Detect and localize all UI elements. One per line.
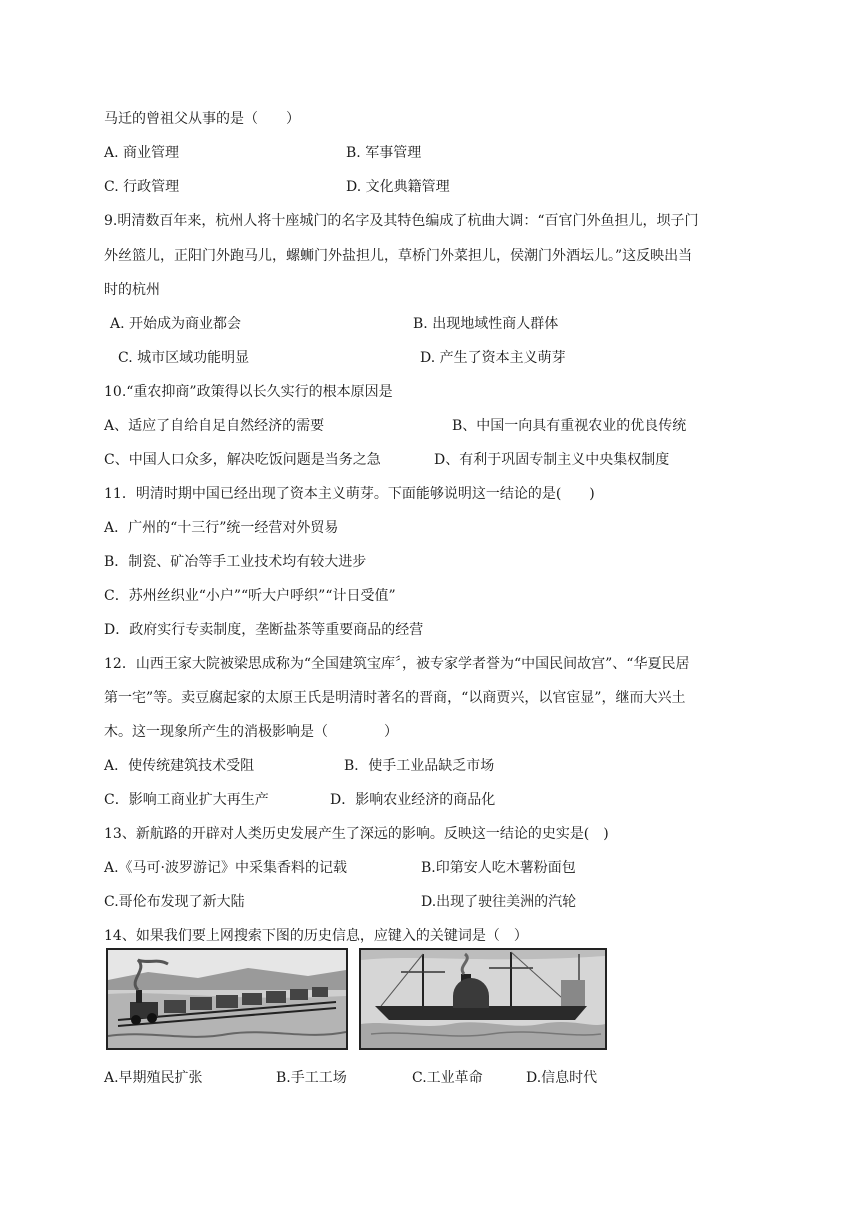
q14-option-b: B.手工工场 bbox=[276, 1070, 347, 1086]
train-engraving-image bbox=[106, 948, 348, 1050]
q10-option-d: D、有利于巩固专制主义中央集权制度 bbox=[434, 452, 670, 468]
q11-option-a: A．广州的“十三行”统一经营对外贸易 bbox=[104, 520, 339, 536]
q14-option-d: D.信息时代 bbox=[526, 1070, 598, 1086]
q12-option-a: A．使传统建筑技术受阻 bbox=[104, 758, 255, 774]
q10-option-b: B、中国一向具有重视农业的优良传统 bbox=[452, 418, 687, 434]
q9-stem-line1: 9.明清数百年来，杭州人将十座城门的名字及其特色编成了杭曲大调：“百官门外鱼担儿，坝子门 bbox=[104, 213, 699, 229]
steamship-engraving-drawing bbox=[361, 950, 605, 1048]
q14-stem: 14、如果我们要上网搜索下图的历史信息，应键入的关键词是（ ） bbox=[104, 928, 528, 944]
q11-option-b: B．制瓷、矿冶等手工业技术均有较大进步 bbox=[104, 554, 367, 570]
q13-stem: 13、新航路的开辟对人类历史发展产生了深远的影响。反映这一结论的史实是( ) bbox=[104, 826, 609, 842]
q13-option-b: B.印第安人吃木薯粉面包 bbox=[421, 860, 576, 876]
q8-option-c: C. 行政管理 bbox=[104, 179, 180, 195]
q9-stem-line2: 外丝篮儿，正阳门外跑马儿，螺蛳门外盐担儿，草桥门外菜担儿，侯潮门外酒坛儿。”这反映出当 bbox=[104, 248, 693, 264]
q10-option-a: A、适应了自给自足自然经济的需要 bbox=[104, 418, 325, 434]
q10-stem: 10.“重农抑商”政策得以长久实行的根本原因是 bbox=[104, 384, 393, 400]
q12-option-d: D．影响农业经济的商品化 bbox=[330, 792, 496, 808]
q9-stem-line3: 时的杭州 bbox=[104, 282, 160, 298]
q12-stem-line1: 12．山西王家大院被梁思成称为“全国建筑宝库〞，被专家学者誉为“中国民间故宫”、“华夏民居 bbox=[104, 656, 690, 672]
q8-stem-tail: 马迁的曾祖父从事的是（ ） bbox=[104, 111, 300, 127]
q9-option-a: A. 开始成为商业都会 bbox=[110, 316, 242, 332]
q13-option-a: A.《马可·波罗游记》中采集香料的记载 bbox=[104, 860, 348, 876]
q11-option-c: C．苏州丝织业“小户”“听大户呼织”“计日受值” bbox=[104, 588, 396, 604]
q9-option-d: D. 产生了资本主义萌芽 bbox=[420, 350, 566, 366]
train-engraving-drawing bbox=[108, 950, 346, 1048]
q12-stem-line3: 木。这一现象所产生的消极影响是（ ） bbox=[104, 724, 398, 740]
q8-option-a: A. 商业管理 bbox=[104, 145, 180, 161]
q13-option-d: D.出现了驶往美洲的汽轮 bbox=[421, 894, 577, 910]
q14-option-a: A.早期殖民扩张 bbox=[104, 1070, 203, 1086]
q13-option-c: C.哥伦布发现了新大陆 bbox=[104, 894, 245, 910]
q9-option-b: B. 出现地域性商人群体 bbox=[413, 316, 559, 332]
q12-option-c: C．影响工商业扩大再生产 bbox=[104, 792, 269, 808]
q11-option-d: D．政府实行专卖制度，垄断盐茶等重要商品的经营 bbox=[104, 622, 424, 638]
steamship-engraving-image bbox=[359, 948, 607, 1050]
q9-option-c: C. 城市区域功能明显 bbox=[118, 350, 250, 366]
q12-option-b: B．使手工业品缺乏市场 bbox=[344, 758, 495, 774]
q12-stem-line2: 第一宅”等。卖豆腐起家的太原王氏是明清时著名的晋商，“以商贾兴，以官宦显”，继而大兴土 bbox=[104, 690, 686, 706]
q11-stem: 11．明清时期中国已经出现了资本主义萌芽。下面能够说明这一结论的是( ) bbox=[104, 486, 595, 502]
q14-option-c: C.工业革命 bbox=[412, 1070, 483, 1086]
q8-option-d: D. 文化典籍管理 bbox=[346, 179, 450, 195]
q8-option-b: B. 军事管理 bbox=[346, 145, 422, 161]
q10-option-c: C、中国人口众多，解决吃饭问题是当务之急 bbox=[104, 452, 381, 468]
